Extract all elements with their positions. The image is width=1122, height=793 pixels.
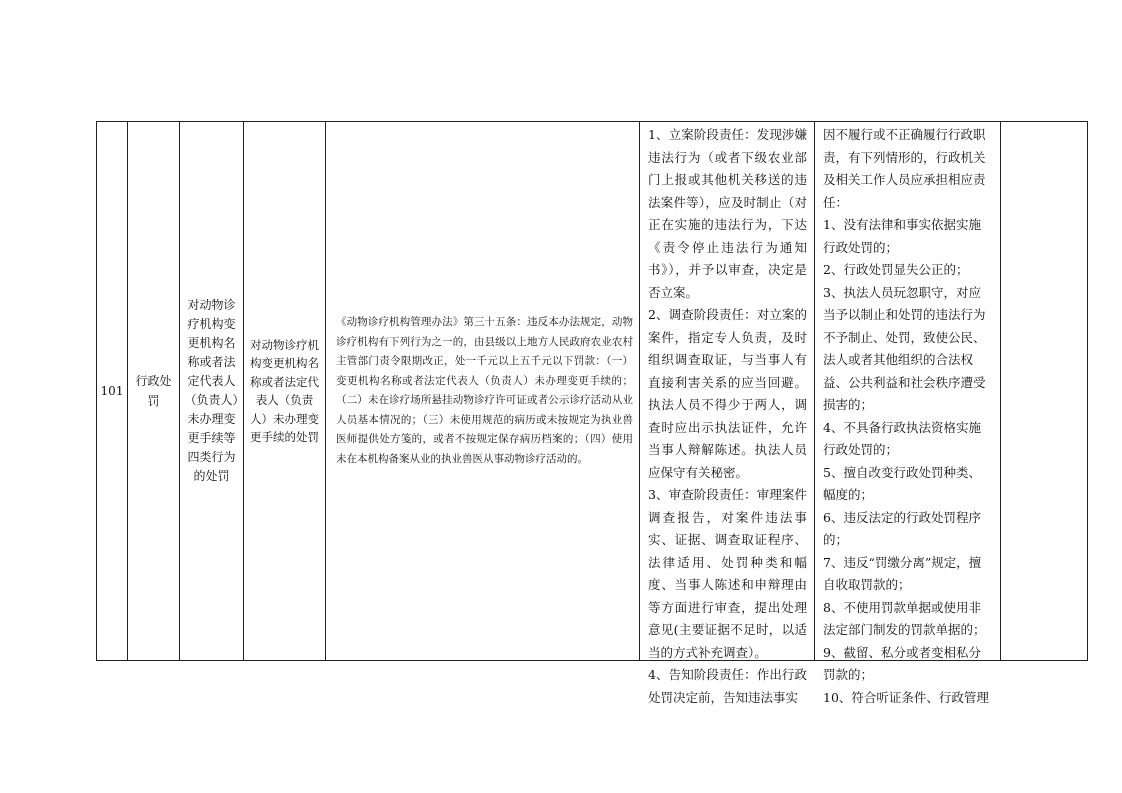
accountability-item: 5、擅自改变行政处罚种类、幅度的； <box>823 464 981 502</box>
responsibility-cell <box>640 122 815 705</box>
accountability-intro: 因不履行或不正确履行行政职责，有下列情形的，行政机关及相关工作人员应承担相应责任： <box>823 127 986 210</box>
accountability-item: 6、违反法定的行政处罚程序的； <box>823 509 981 547</box>
accountability-item: 3、执法人员玩忽职守，对应当予以制止和处罚的违法行为不予制止、处罚，致使公民、法人或者其他组织的合法权益、公共利益和社会秩序遭受损害的； <box>823 284 986 412</box>
responsibility-filing: 1、立案阶段责任：发现涉嫌违法行为（或者下级农业部门上报或其他机关移送的违法案件等），应及时制止（对正在实施的违法行为，下达《责令停止违法行为通知书》），并予以审查，决定是否立案。 <box>648 127 807 300</box>
accountability-item: 7、违反“罚缴分离”规定，擅自收取罚款的； <box>823 554 982 592</box>
accountability-item: 1、没有法律和事实依据实施行政处罚的； <box>823 217 981 255</box>
row-number: 101 <box>97 122 128 661</box>
accountability-item: 2、行政处罚显失公正的； <box>823 262 969 277</box>
responsibility-review: 3、审查阶段责任：审理案件调查报告，对案件违法事实、证据、调查取证程序、法律适用、处罚种类和幅度、当事人陈述和申辩理由等方面进行审查，提出处理意见(主要证据不足时，以适当的方式补充调查）。 <box>648 487 807 660</box>
power-category: 行政处罚 <box>128 122 180 661</box>
remarks-cell <box>1001 122 1088 661</box>
sub-item-name: 对动物诊疗机构变更机构名称或者法定代表人（负责人）未办理变更手续的处罚 <box>244 122 326 661</box>
power-list-table <box>96 121 1088 705</box>
item-name: 对动物诊疗机构变更机构名称或者法定代表人（负责人）未办理变更手续等四类行为的处罚 <box>180 122 244 661</box>
table-row <box>97 122 1088 661</box>
accountability-item: 4、不具备行政执法资格实施行政处罚的； <box>823 419 981 457</box>
accountability-cell <box>815 122 1001 705</box>
legal-basis-cell <box>326 122 640 661</box>
accountability-item: 9、截留、私分或者变相私分罚款的； <box>823 644 981 682</box>
responsibility-notification: 4、告知阶段责任：作出行政处罚决定前，告知违法事实 <box>648 667 807 705</box>
accountability-item: 10、符合听证条件、行政管理 <box>823 689 989 705</box>
accountability-item: 8、不使用罚款单据或使用非法定部门制发的罚款单据的； <box>823 599 986 637</box>
legal-basis-text: 《动物诊疗机构管理办法》第三十五条：违反本办法规定，动物诊疗机构有下列行为之一的，由县级以上地方人民政府农业农村主管部门责令限期改正，处一千元以上五千元以下罚款：（一）变更机构名称或者法定代表人（负责人）未办理变更手续的；（二）未在诊疗场所悬挂动物诊疗许可证或者公示诊疗活动从业人员基本情况的；（三）未使用规范的病历或未按规定为执业兽医师提供处方笺的，或者不按规定保存病历档案的；（四）使用未在本机构备案从业的执业兽医从事动物诊疗活动的。 <box>336 316 633 465</box>
responsibility-investigation: 2、调查阶段责任：对立案的案件，指定专人负责，及时组织调查取证，与当事人有直接利害关系的应当回避。执法人员不得少于两人，调查时应出示执法证件，允许当事人辩解陈述。执法人员应保守有关秘密。 <box>648 307 807 480</box>
